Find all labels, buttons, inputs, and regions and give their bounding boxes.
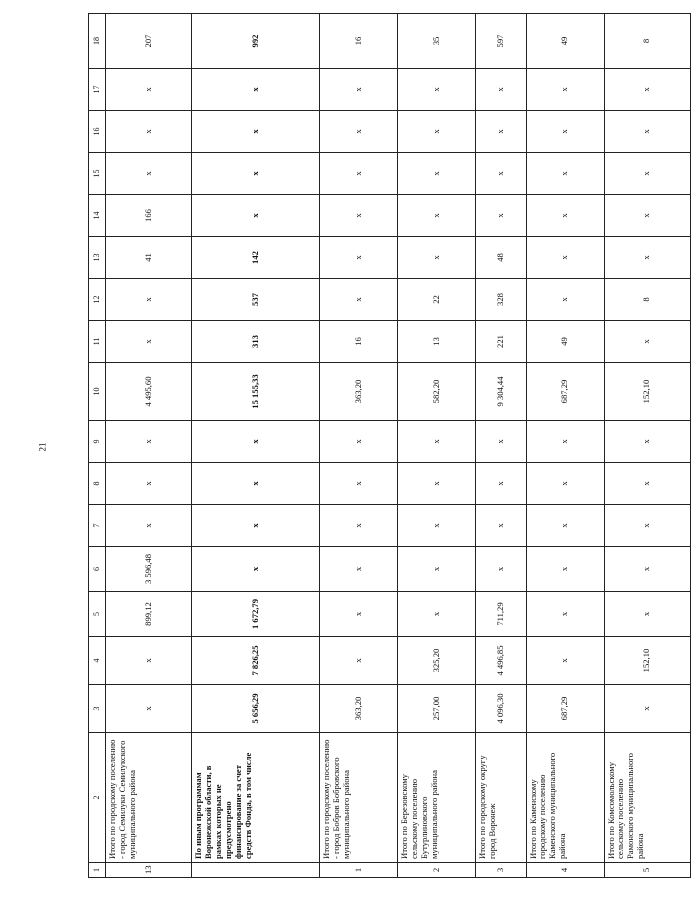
value-cell: х xyxy=(320,237,398,279)
row-number-cell: 4 xyxy=(526,863,604,878)
column-number-cell: 17 xyxy=(89,69,106,111)
value-cell: х xyxy=(526,279,604,321)
column-number-cell: 13 xyxy=(89,237,106,279)
row-name-cell: Итого по Комсомольскому сельскому поселению Рамонского муниципального района xyxy=(604,733,690,863)
value-cell: 22 xyxy=(398,279,476,321)
value-cell: 5 656,29 xyxy=(192,685,320,733)
value-cell: х xyxy=(398,69,476,111)
value-cell: х xyxy=(526,463,604,505)
value-cell: х xyxy=(320,195,398,237)
value-cell: 48 xyxy=(476,237,526,279)
table-row xyxy=(105,14,191,878)
column-number-cell: 7 xyxy=(89,505,106,547)
value-cell: х xyxy=(320,592,398,637)
value-cell: х xyxy=(476,153,526,195)
rotated-table-frame xyxy=(88,30,691,878)
column-number-cell: 16 xyxy=(89,111,106,153)
value-cell: х xyxy=(526,111,604,153)
value-cell: х xyxy=(476,69,526,111)
value-cell: 49 xyxy=(526,321,604,363)
value-cell: 41 xyxy=(105,237,191,279)
table-row xyxy=(320,14,398,878)
value-cell: х xyxy=(320,421,398,463)
value-cell: х xyxy=(526,505,604,547)
value-cell: 4 096,30 xyxy=(476,685,526,733)
value-cell: х xyxy=(192,153,320,195)
value-cell: х xyxy=(526,153,604,195)
value-cell: х xyxy=(604,195,690,237)
column-number-cell: 1 xyxy=(89,863,106,878)
table-row xyxy=(192,14,320,878)
value-cell: 8 xyxy=(604,14,690,69)
value-cell: х xyxy=(105,505,191,547)
value-cell: х xyxy=(604,321,690,363)
value-cell: 328 xyxy=(476,279,526,321)
value-cell: х xyxy=(105,279,191,321)
value-cell: х xyxy=(192,547,320,592)
value-cell: х xyxy=(476,505,526,547)
value-cell: х xyxy=(476,195,526,237)
value-cell: х xyxy=(320,153,398,195)
column-number-cell: 15 xyxy=(89,153,106,195)
value-cell: 899,12 xyxy=(105,592,191,637)
column-number-cell: 9 xyxy=(89,421,106,463)
value-cell: 166 xyxy=(105,195,191,237)
value-cell: х xyxy=(105,321,191,363)
value-cell: х xyxy=(320,279,398,321)
row-name-cell: Итого по Березовскому сельскому поселению Бутурлиновского муниципального района xyxy=(398,733,476,863)
value-cell: х xyxy=(105,421,191,463)
value-cell: х xyxy=(398,195,476,237)
value-cell: 7 826,25 xyxy=(192,637,320,685)
value-cell: х xyxy=(526,547,604,592)
value-cell: 221 xyxy=(476,321,526,363)
header-row xyxy=(89,14,106,878)
value-cell: х xyxy=(105,111,191,153)
row-number-cell: 1 xyxy=(320,863,398,878)
value-cell: х xyxy=(320,505,398,547)
row-number-cell: 2 xyxy=(398,863,476,878)
column-number-cell: 6 xyxy=(89,547,106,592)
value-cell: х xyxy=(398,547,476,592)
value-cell: х xyxy=(105,463,191,505)
value-cell: х xyxy=(192,505,320,547)
value-cell: 4 495,60 xyxy=(105,363,191,421)
value-cell: 16 xyxy=(320,14,398,69)
value-cell: 313 xyxy=(192,321,320,363)
column-number-cell: 18 xyxy=(89,14,106,69)
value-cell: х xyxy=(604,505,690,547)
value-cell: 1 672,79 xyxy=(192,592,320,637)
value-cell: х xyxy=(398,111,476,153)
value-cell: 13 xyxy=(398,321,476,363)
value-cell: 152,10 xyxy=(604,363,690,421)
value-cell: х xyxy=(604,421,690,463)
value-cell: х xyxy=(105,153,191,195)
value-cell: 49 xyxy=(526,14,604,69)
value-cell: 257,00 xyxy=(398,685,476,733)
column-number-cell: 3 xyxy=(89,685,106,733)
value-cell: 711,29 xyxy=(476,592,526,637)
row-number-cell: 3 xyxy=(476,863,526,878)
value-cell: х xyxy=(320,69,398,111)
value-cell: 152,10 xyxy=(604,637,690,685)
value-cell: 9 304,44 xyxy=(476,363,526,421)
value-cell: х xyxy=(604,237,690,279)
value-cell: х xyxy=(604,111,690,153)
column-number-cell: 12 xyxy=(89,279,106,321)
value-cell: х xyxy=(192,69,320,111)
value-cell: 142 xyxy=(192,237,320,279)
value-cell: 35 xyxy=(398,14,476,69)
column-number-cell: 11 xyxy=(89,321,106,363)
column-number-cell: 5 xyxy=(89,592,106,637)
value-cell: х xyxy=(398,153,476,195)
value-cell: х xyxy=(476,421,526,463)
value-cell: 325,20 xyxy=(398,637,476,685)
value-cell: х xyxy=(192,111,320,153)
value-cell: 582,20 xyxy=(398,363,476,421)
value-cell: х xyxy=(398,421,476,463)
value-cell: 8 xyxy=(604,279,690,321)
value-cell: 992 xyxy=(192,14,320,69)
value-cell: х xyxy=(604,592,690,637)
value-cell: 363,20 xyxy=(320,685,398,733)
row-name-cell: По иным программам Воронежской области, в рамках которых не предусмотрено финансирование за счет средств Фонда, в том числе xyxy=(192,733,320,863)
value-cell: х xyxy=(320,111,398,153)
value-cell: х xyxy=(604,69,690,111)
value-cell: х xyxy=(604,153,690,195)
value-cell: х xyxy=(398,237,476,279)
value-cell: х xyxy=(105,685,191,733)
value-cell: х xyxy=(398,505,476,547)
value-cell: 687,29 xyxy=(526,363,604,421)
row-name-cell: Итого по городскому округу город Воронеж xyxy=(476,733,526,863)
row-number-cell: 13 xyxy=(105,863,191,878)
value-cell: х xyxy=(526,421,604,463)
page-number: 21 xyxy=(37,442,48,452)
value-cell: х xyxy=(398,463,476,505)
value-cell: х xyxy=(320,463,398,505)
value-cell: 363,20 xyxy=(320,363,398,421)
value-cell: х xyxy=(526,237,604,279)
data-table xyxy=(88,13,691,878)
row-name-cell: Итого по городскому поселению - город Бобров Бобровского муниципального района xyxy=(320,733,398,863)
column-number-cell: 14 xyxy=(89,195,106,237)
value-cell: х xyxy=(526,195,604,237)
value-cell: 687,29 xyxy=(526,685,604,733)
value-cell: х xyxy=(320,637,398,685)
table-row xyxy=(476,14,526,878)
value-cell: 4 496,85 xyxy=(476,637,526,685)
value-cell: х xyxy=(476,111,526,153)
value-cell: х xyxy=(105,69,191,111)
value-cell: 207 xyxy=(105,14,191,69)
value-cell: х xyxy=(320,547,398,592)
value-cell: х xyxy=(192,463,320,505)
value-cell: х xyxy=(192,421,320,463)
row-number-cell: 5 xyxy=(604,863,690,878)
value-cell: х xyxy=(526,592,604,637)
table-row xyxy=(604,14,690,878)
value-cell: 16 xyxy=(320,321,398,363)
value-cell: х xyxy=(476,463,526,505)
value-cell: х xyxy=(192,195,320,237)
column-number-cell: 8 xyxy=(89,463,106,505)
value-cell: х xyxy=(604,547,690,592)
value-cell: х xyxy=(476,547,526,592)
value-cell: 15 155,33 xyxy=(192,363,320,421)
value-cell: х xyxy=(105,637,191,685)
table-row xyxy=(526,14,604,878)
column-number-cell: 2 xyxy=(89,733,106,863)
value-cell: х xyxy=(526,637,604,685)
value-cell: х xyxy=(604,685,690,733)
column-number-cell: 10 xyxy=(89,363,106,421)
value-cell: 537 xyxy=(192,279,320,321)
table-row xyxy=(398,14,476,878)
row-number-cell xyxy=(192,863,320,878)
value-cell: 3 596,48 xyxy=(105,547,191,592)
value-cell: х xyxy=(398,592,476,637)
column-number-cell: 4 xyxy=(89,637,106,685)
row-name-cell: Итого по городскому поселению - город Семилуки Семилукского муниципального района xyxy=(105,733,191,863)
row-name-cell: Итого по Каменскому городскому поселению Каменского муниципального района xyxy=(526,733,604,863)
value-cell: 597 xyxy=(476,14,526,69)
value-cell: х xyxy=(604,463,690,505)
value-cell: х xyxy=(526,69,604,111)
